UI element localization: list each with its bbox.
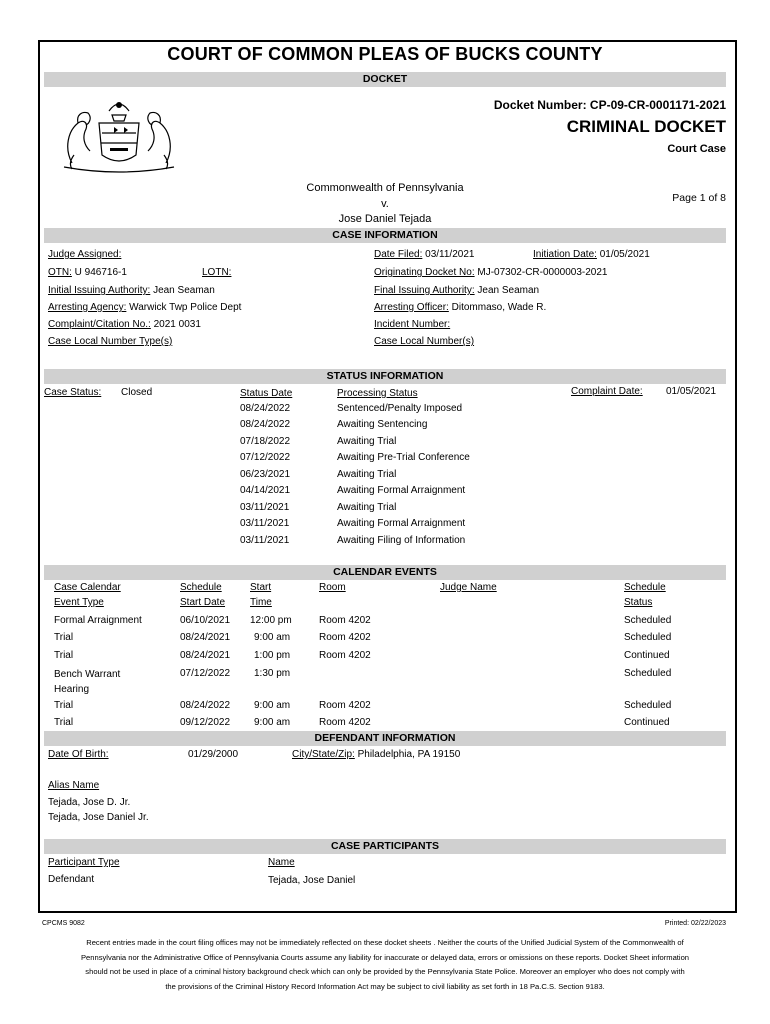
docket-type: CRIMINAL DOCKET <box>566 117 726 136</box>
city-state-zip-row <box>292 749 460 760</box>
alias-item: Tejada, Jose D. Jr. <box>48 797 131 808</box>
dob-value: 01/29/2000 <box>188 749 239 760</box>
status-information-bar: STATUS INFORMATION <box>44 369 726 384</box>
originating-docket-row <box>374 267 607 278</box>
docket-bar: DOCKET <box>44 72 726 87</box>
calendar-status: Continued <box>624 717 670 728</box>
case-status-label: Case Status: <box>44 387 102 398</box>
calendar-room: Room 4202 <box>319 632 371 643</box>
judge-assigned-label: Judge Assigned: <box>48 249 122 260</box>
status-row-status: Awaiting Trial <box>337 469 397 480</box>
calendar-date: 08/24/2021 <box>180 632 231 643</box>
status-row-date: 04/14/2021 <box>240 485 291 496</box>
date-filed-value: 03/11/2021 <box>425 249 475 260</box>
case-local-type-label: Case Local Number Type(s) <box>48 336 173 347</box>
initial-issuing-value: Jean Seaman <box>153 285 215 296</box>
docket-number: Docket Number: CP-09-CR-0001171-2021 <box>493 98 726 112</box>
status-date-header: Status Date <box>240 388 293 399</box>
status-row-status: Awaiting Formal Arraignment <box>337 518 466 529</box>
case-local-number-label: Case Local Number(s) <box>374 336 475 347</box>
room-header: Room <box>319 582 346 593</box>
originating-docket-label: Originating Docket No: <box>374 267 475 278</box>
initial-issuing-row <box>48 285 215 296</box>
form-id: CPCMS 9082 <box>42 920 85 927</box>
calendar-date: 08/24/2021 <box>180 650 231 661</box>
otn-row <box>48 267 127 278</box>
printed-date: Printed: 02/22/2023 <box>664 920 726 927</box>
arresting-officer-value: Ditommaso, Wade R. <box>451 302 547 313</box>
participant-name-value: Tejada, Jose Daniel <box>268 875 356 886</box>
initial-issuing-label: Initial Issuing Authority: <box>48 285 151 296</box>
schedule-date-header-2: Start Date <box>180 597 226 608</box>
calendar-event: Trial <box>54 700 74 711</box>
complaint-number-row <box>48 319 201 330</box>
status-row-status: Sentenced/Penalty Imposed <box>337 403 463 414</box>
calendar-date: 06/10/2021 <box>180 615 231 626</box>
schedule-status-header-1: Schedule <box>624 582 666 593</box>
caption-line-3: Jose Daniel Tejada <box>338 213 432 225</box>
alias-name-label: Alias Name <box>48 780 100 791</box>
arresting-agency-value: Warwick Twp Police Dept <box>129 302 242 313</box>
calendar-time: 9:00 am <box>254 632 291 643</box>
calendar-status: Continued <box>624 650 670 661</box>
judge-name-header: Judge Name <box>440 582 497 593</box>
calendar-room: Room 4202 <box>319 615 371 626</box>
status-row-date: 08/24/2022 <box>240 419 291 430</box>
arresting-officer-label: Arresting Officer: <box>374 302 449 313</box>
status-row-date: 03/11/2021 <box>240 535 290 546</box>
incident-number-label: Incident Number: <box>374 319 451 330</box>
status-row-date: 06/23/2021 <box>240 469 291 480</box>
processing-status-header: Processing Status <box>337 388 418 399</box>
arresting-officer-row <box>374 302 546 313</box>
schedule-status-header-2: Status <box>624 597 653 608</box>
status-row-date: 07/18/2022 <box>240 436 291 447</box>
start-time-header-1: Start <box>250 582 272 593</box>
calendar-event: Formal Arraignment <box>54 615 142 626</box>
status-row-status: Awaiting Sentencing <box>337 419 428 430</box>
city-state-zip-label: City/State/Zip: <box>292 749 355 760</box>
dob-label: Date Of Birth: <box>48 749 109 760</box>
initiation-date-row <box>533 249 650 260</box>
complaint-date-value: 01/05/2021 <box>666 386 717 397</box>
lotn-label: LOTN: <box>202 267 232 278</box>
status-row-date: 08/24/2022 <box>240 403 291 414</box>
date-filed-label: Date Filed: <box>374 249 423 260</box>
calendar-time: 1:30 pm <box>254 668 291 679</box>
calendar-room: Room 4202 <box>319 700 371 711</box>
alias-item: Tejada, Jose Daniel Jr. <box>48 812 149 823</box>
schedule-date-header-1: Schedule <box>180 582 222 593</box>
calendar-date: 08/24/2022 <box>180 700 231 711</box>
arresting-agency-label: Arresting Agency: <box>48 302 127 313</box>
calendar-event: Trial <box>54 650 74 661</box>
calendar-event-continued: Hearing <box>54 684 90 695</box>
calendar-event: Trial <box>54 717 74 728</box>
calendar-time: 12:00 pm <box>250 615 292 626</box>
status-row-date: 03/11/2021 <box>240 518 290 529</box>
status-row-status: Awaiting Pre-Trial Conference <box>337 452 470 463</box>
calendar-event-header-2: Event Type <box>54 597 104 608</box>
calendar-time: 9:00 am <box>254 700 291 711</box>
city-state-zip-value: Philadelphia, PA 19150 <box>357 749 461 760</box>
calendar-status: Scheduled <box>624 615 672 626</box>
arresting-agency-row <box>48 302 241 313</box>
originating-docket-value: MJ-07302-CR-0000003-2021 <box>477 267 608 278</box>
page-indicator: Page 1 of 8 <box>672 192 726 204</box>
final-issuing-label: Final Issuing Authority: <box>374 285 475 296</box>
calendar-time: 1:00 pm <box>254 650 291 661</box>
calendar-date: 07/12/2022 <box>180 668 231 679</box>
disclaimer-text: Recent entries made in the court filing offices may not be immediately reflected on these docket sheets . Neither the courts of the Unified Judicial System of the Commonwealth of Pennsylvania nor the Administrative Office of Pennsylvania Courts assume any liability for inaccurate or delayed data, errors or omissions on these reports. Docket Sheet information should not be used in place of a criminal history background check which can only be provided by the Pennsylvania State Police. Moreover an employer who does not comply with the provisions of the Criminal History Record Information Act may be subject to civil liability as set forth in 18 Pa.C.S. Section 9183. <box>80 938 690 991</box>
court-title: COURT OF COMMON PLEAS OF BUCKS COUNTY <box>167 44 603 64</box>
initiation-date-label: Initiation Date: <box>533 249 597 260</box>
final-issuing-value: Jean Seaman <box>477 285 540 296</box>
case-information-bar: CASE INFORMATION <box>44 228 726 243</box>
status-row-status: Awaiting Trial <box>337 436 397 447</box>
status-row-date: 03/11/2021 <box>240 502 290 513</box>
calendar-event: Trial <box>54 632 74 643</box>
complaint-number-value: 2021 0031 <box>153 319 201 330</box>
caption-line-1: Commonwealth of Pennsylvania <box>306 182 464 194</box>
final-issuing-row <box>374 285 539 296</box>
status-row-status: Awaiting Formal Arraignment <box>337 485 466 496</box>
status-row-date: 07/12/2022 <box>240 452 291 463</box>
calendar-room: Room 4202 <box>319 717 371 728</box>
participant-type-header: Participant Type <box>48 857 120 868</box>
calendar-event: Bench Warrant <box>54 669 121 680</box>
calendar-status: Scheduled <box>624 700 672 711</box>
calendar-events-bar: CALENDAR EVENTS <box>44 565 726 580</box>
status-row-status: Awaiting Filing of Information <box>337 535 466 546</box>
case-status-value: Closed <box>121 387 153 398</box>
calendar-room: Room 4202 <box>319 650 371 661</box>
participant-name-header: Name <box>268 857 295 868</box>
defendant-information-bar: DEFENDANT INFORMATION <box>44 731 726 746</box>
complaint-date-label: Complaint Date: <box>571 386 643 397</box>
case-kind: Court Case <box>667 143 726 155</box>
date-filed-row <box>374 249 474 260</box>
caption-line-2: v. <box>381 198 389 210</box>
start-time-header-2: Time <box>250 597 272 608</box>
case-participants-bar: CASE PARTICIPANTS <box>44 839 726 854</box>
initiation-date-value: 01/05/2021 <box>599 249 650 260</box>
calendar-date: 09/12/2022 <box>180 717 231 728</box>
calendar-status: Scheduled <box>624 632 672 643</box>
status-row-status: Awaiting Trial <box>337 502 397 513</box>
calendar-status: Scheduled <box>624 668 672 679</box>
participant-type-value: Defendant <box>48 874 95 885</box>
otn-label: OTN: <box>48 267 72 278</box>
pennsylvania-seal-icon <box>54 93 184 175</box>
calendar-time: 9:00 am <box>254 717 291 728</box>
otn-value: U 946716-1 <box>74 267 127 278</box>
complaint-number-label: Complaint/Citation No.: <box>48 319 151 330</box>
calendar-event-header-1: Case Calendar <box>54 582 121 593</box>
